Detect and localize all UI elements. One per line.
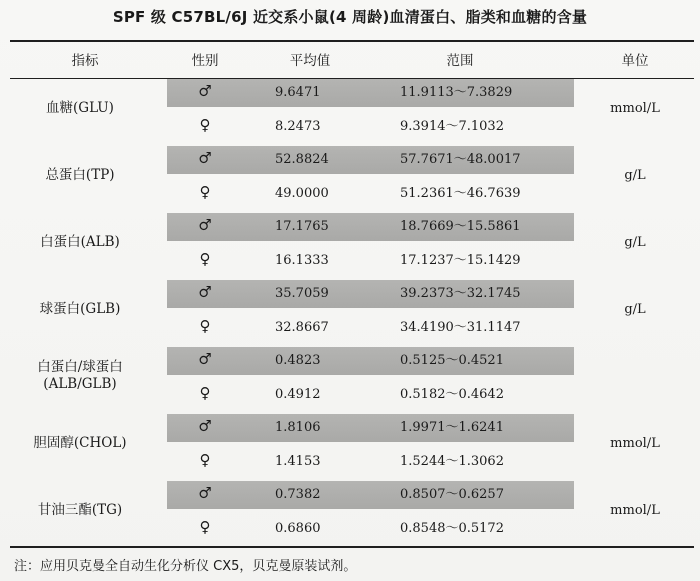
unit-label: g/L — [624, 235, 646, 250]
indicator-label: 球蛋白(GLB) — [39, 301, 121, 317]
female-symbol: ♀ — [199, 183, 211, 201]
female-range: 0.5182～0.4642 — [400, 387, 504, 402]
female-range: 9.3914～7.1032 — [400, 119, 504, 134]
female-range: 17.1237～15.1429 — [400, 253, 521, 268]
header-indicator: 指标 — [71, 53, 99, 69]
header-sex: 性别 — [191, 53, 219, 69]
male-mean: 17.1765 — [275, 219, 329, 234]
table-top-rule — [10, 40, 694, 42]
female-range: 34.4190～31.1147 — [400, 320, 521, 335]
female-symbol: ♀ — [199, 451, 211, 469]
male-symbol: ♂ — [198, 350, 212, 368]
male-range: 0.8507～0.6257 — [400, 487, 504, 502]
female-mean: 32.8667 — [275, 320, 329, 335]
male-mean: 52.8824 — [275, 152, 329, 167]
unit-label: mmol/L — [610, 436, 660, 451]
female-mean: 1.4153 — [275, 454, 321, 469]
indicator-label: 胆固醇(CHOL) — [33, 435, 127, 451]
unit-label: g/L — [624, 168, 646, 183]
male-range: 1.9971～1.6241 — [400, 420, 504, 435]
indicator-label: 白蛋白(ALB) — [40, 234, 120, 250]
female-symbol: ♀ — [199, 116, 211, 134]
male-range: 39.2373～32.1745 — [400, 286, 521, 301]
male-range: 18.7669～15.5861 — [400, 219, 521, 234]
unit-label: mmol/L — [610, 503, 660, 518]
female-mean: 8.2473 — [275, 119, 321, 134]
table-title: SPF 级 C57BL/6J 近交系小鼠(4 周龄)血清蛋白、脂类和血糖的含量 — [112, 8, 588, 26]
female-mean: 0.4912 — [275, 387, 321, 402]
header-unit: 单位 — [621, 53, 649, 69]
female-symbol: ♀ — [199, 518, 211, 536]
table-footnote: 注：应用贝克曼全自动生化分析仪 CX5，贝克曼原装试剂。 — [14, 559, 357, 574]
male-symbol: ♂ — [198, 82, 212, 100]
female-range: 51.2361～46.7639 — [400, 186, 521, 201]
female-range: 0.8548～0.5172 — [400, 521, 504, 536]
indicator-label-line2: (ALB/GLB) — [43, 376, 117, 392]
female-range: 1.5244～1.3062 — [400, 454, 504, 469]
male-mean: 0.4823 — [275, 353, 321, 368]
male-range: 57.7671～48.0017 — [400, 152, 521, 167]
header-mean: 平均值 — [289, 53, 331, 69]
male-mean: 35.7059 — [275, 286, 329, 301]
male-range: 0.5125～0.4521 — [400, 353, 504, 368]
header-range: 范围 — [446, 53, 474, 69]
female-symbol: ♀ — [199, 317, 211, 335]
indicator-label-line1: 白蛋白/球蛋白 — [37, 359, 123, 375]
female-mean: 16.1333 — [275, 253, 329, 268]
male-symbol: ♂ — [198, 283, 212, 301]
male-symbol: ♂ — [198, 417, 212, 435]
female-mean: 49.0000 — [275, 186, 329, 201]
male-mean: 9.6471 — [275, 85, 321, 100]
indicator-label: 甘油三酯(TG) — [37, 502, 123, 518]
male-symbol: ♂ — [198, 216, 212, 234]
male-symbol: ♂ — [198, 149, 212, 167]
female-mean: 0.6860 — [275, 521, 321, 536]
male-range: 11.9113～7.3829 — [400, 85, 513, 100]
male-mean: 1.8106 — [275, 420, 321, 435]
indicator-label: 总蛋白(TP) — [45, 167, 115, 183]
table-bottom-rule — [10, 546, 694, 548]
unit-label: mmol/L — [610, 101, 660, 116]
male-symbol: ♂ — [198, 484, 212, 502]
female-symbol: ♀ — [199, 250, 211, 268]
unit-label: g/L — [624, 302, 646, 317]
female-symbol: ♀ — [199, 384, 211, 402]
indicator-label: 血糖(GLU) — [46, 100, 114, 116]
male-mean: 0.7382 — [275, 487, 321, 502]
